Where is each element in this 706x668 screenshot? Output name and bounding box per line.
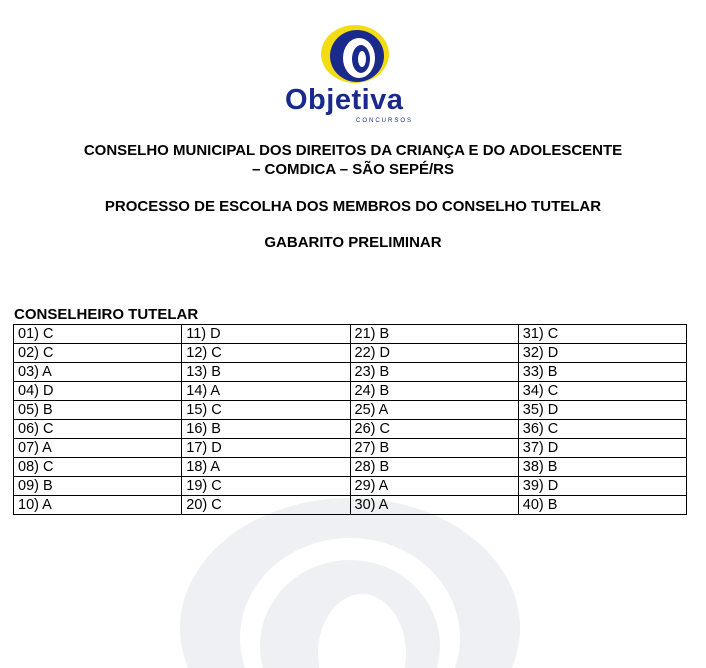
answer-cell: 03) A <box>14 363 182 382</box>
logo-tagline: CONCURSOS <box>356 118 414 124</box>
table-row <box>14 344 687 363</box>
table-row <box>14 420 687 439</box>
section-title: CONSELHEIRO TUTELAR <box>14 306 199 323</box>
page-title: GABARITO PRELIMINAR <box>264 234 442 251</box>
answer-key-table <box>13 324 687 515</box>
answer-cell: 30) A <box>350 496 518 515</box>
answer-cell: 16) B <box>182 420 350 439</box>
answer-cell: 38) B <box>518 458 686 477</box>
answer-cell: 39) D <box>518 477 686 496</box>
answer-cell: 15) C <box>182 401 350 420</box>
answer-cell: 06) C <box>14 420 182 439</box>
answer-cell: 32) D <box>518 344 686 363</box>
answer-cell: 36) C <box>518 420 686 439</box>
table-row <box>14 477 687 496</box>
council-heading-line1: CONSELHO MUNICIPAL DOS DIREITOS DA CRIANÇA E DO ADOLESCENTE <box>83 142 623 159</box>
answer-cell: 08) C <box>14 458 182 477</box>
answer-cell: 02) C <box>14 344 182 363</box>
answer-cell: 04) D <box>14 382 182 401</box>
answer-cell: 20) C <box>182 496 350 515</box>
table-row <box>14 401 687 420</box>
answer-cell: 40) B <box>518 496 686 515</box>
logo-wordmark: Objetiva <box>285 84 404 116</box>
answer-cell: 35) D <box>518 401 686 420</box>
answer-cell: 12) C <box>182 344 350 363</box>
answer-cell: 23) B <box>350 363 518 382</box>
answer-cell: 10) A <box>14 496 182 515</box>
table-row <box>14 325 687 344</box>
table-row <box>14 382 687 401</box>
answer-cell: 22) D <box>350 344 518 363</box>
answer-cell: 11) D <box>182 325 350 344</box>
table-row <box>14 458 687 477</box>
answer-cell: 18) A <box>182 458 350 477</box>
answer-cell: 17) D <box>182 439 350 458</box>
answer-cell: 25) A <box>350 401 518 420</box>
answer-cell: 19) C <box>182 477 350 496</box>
answer-cell: 37) D <box>518 439 686 458</box>
answer-cell: 26) C <box>350 420 518 439</box>
answer-cell: 31) C <box>518 325 686 344</box>
answer-cell: 28) B <box>350 458 518 477</box>
council-heading-line2: – COMDICA – SÃO SEPÉ/RS <box>252 161 454 178</box>
answer-cell: 29) A <box>350 477 518 496</box>
answer-cell: 21) B <box>350 325 518 344</box>
table-row <box>14 363 687 382</box>
answer-cell: 09) B <box>14 477 182 496</box>
answer-cell: 14) A <box>182 382 350 401</box>
answer-cell: 33) B <box>518 363 686 382</box>
table-row <box>14 496 687 515</box>
answer-cell: 24) B <box>350 382 518 401</box>
answer-cell: 13) B <box>182 363 350 382</box>
answer-cell: 01) C <box>14 325 182 344</box>
table-row <box>14 439 687 458</box>
answer-cell: 27) B <box>350 439 518 458</box>
process-heading: PROCESSO DE ESCOLHA DOS MEMBROS DO CONSELHO TUTELAR <box>104 198 602 215</box>
answer-cell: 05) B <box>14 401 182 420</box>
answer-cell: 07) A <box>14 439 182 458</box>
answer-cell: 34) C <box>518 382 686 401</box>
